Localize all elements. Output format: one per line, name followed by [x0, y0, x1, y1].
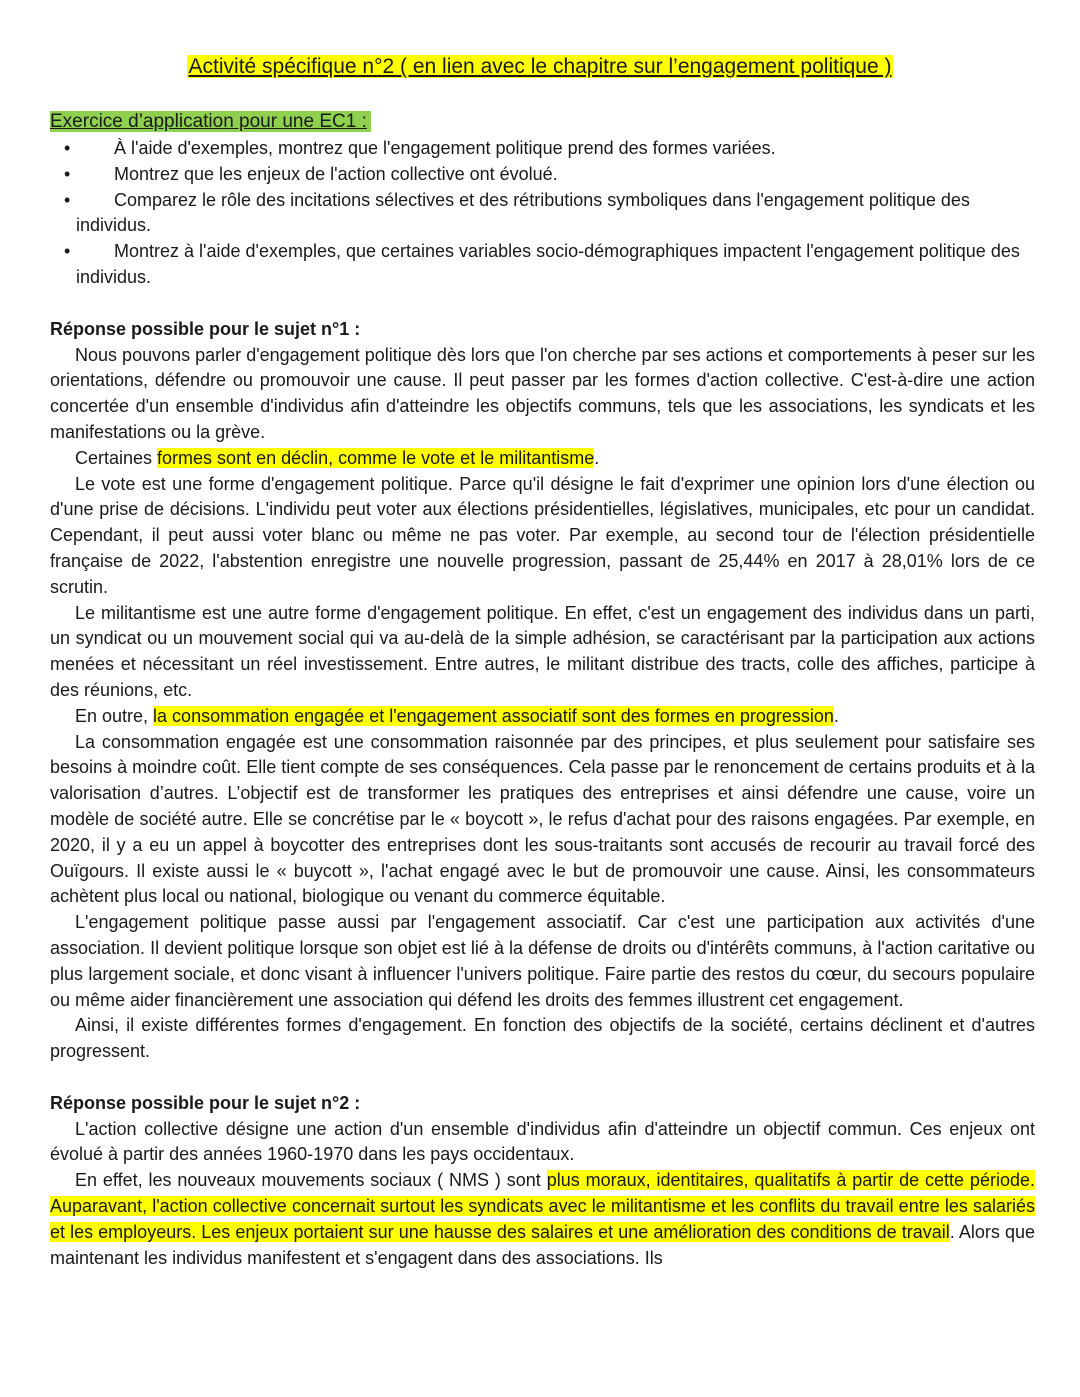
highlighted-text: plus moraux, identitaires, qualitatifs à partir de cette période. Auparavant, l'action collective concernait surtout les syndicats avec le militantisme et les conflits du travail entre les salariés et les employeurs. Les enjeux portaient sur une hausse des salaires et une amélioration des conditions de travail: [50, 1170, 1035, 1242]
answer1-paragraph: [50, 446, 1035, 472]
answer1-heading: Réponse possible pour le sujet n°1 :: [50, 318, 361, 339]
list-item: [50, 188, 1035, 240]
title-text: Activité spécifique n°2 ( en lien avec le chapitre sur l’engagement politique ): [188, 55, 892, 78]
list-item: [50, 162, 1035, 188]
document-title: [0, 53, 1080, 81]
list-item-text: Montrez que les enjeux de l'action collective ont évolué.: [114, 163, 558, 184]
list-item: [50, 136, 1035, 162]
exercise-heading: [50, 109, 371, 135]
text-run: .: [833, 705, 839, 726]
document-body: [50, 136, 1035, 1271]
text-run: En effet, les nouveaux mouvements sociaux ( NMS ) sont: [75, 1170, 547, 1191]
answer1-paragraph: Nous pouvons parler d'engagement politique dès lors que l'on cherche par ses actions et comportements à peser sur les orientations, défendre ou promouvoir une cause. Il peut passer par les formes d'action collective. C'est-à-dire une action concertée d'un ensemble d'individus afin d'atteindre les objectifs communs, tels que les associations, les syndicats et les manifestations ou la grève.: [50, 344, 1035, 442]
list-item-text: Montrez à l'aide d'exemples, que certaines variables socio-démographiques impactent l'engagement politique des individus.: [76, 241, 1020, 287]
answer2-heading: Réponse possible pour le sujet n°2 :: [50, 1092, 361, 1113]
list-item-text: À l'aide d'exemples, montrez que l'engagement politique prend des formes variées.: [114, 138, 776, 158]
answer1-paragraph: L'engagement politique passe aussi par l'engagement associatif. Car c'est une participation aux activités d'une association. Il devient politique lorsque son objet est lié à la défense de droits ou d'intérêts communs, à l'action caritative ou plus largement sociale, et donc visant à influencer l'univers politique. Faire partie des restos du cœur, du secours populaire ou même aider financièrement une association qui défend les droits des femmes illustrent cet engagement.: [50, 912, 1035, 1010]
answer1-paragraph: Ainsi, il existe différentes formes d'engagement. En fonction des objectifs de la société, certains déclinent et d'autres progressent.: [50, 1015, 1035, 1062]
list-item: [50, 239, 1035, 291]
exercise-list: [50, 136, 1035, 291]
text-run: Certaines: [75, 447, 158, 468]
answer2-paragraph: L'action collective désigne une action d'un ensemble d'individus afin d'atteindre un objectif commun. Ces enjeux ont évolué à partir des années 1960-1970 dans les pays occidentaux.: [50, 1118, 1035, 1165]
list-item-text: Comparez le rôle des incitations sélectives et des rétributions symboliques dans l'engagement politique des individus.: [76, 189, 970, 236]
text-run: .: [594, 447, 600, 468]
answer1-paragraph: [50, 704, 1035, 730]
highlighted-text: formes sont en déclin, comme le vote et le militantisme: [157, 447, 595, 468]
text-run: En outre,: [75, 705, 154, 726]
text-run: . Alors que maintenant les individus manifestent et s'engagent dans des associations. Ils: [50, 1221, 1035, 1268]
highlighted-text: la consommation engagée et l'engagement associatif sont des formes en progression: [153, 705, 834, 726]
answer1-paragraph: La consommation engagée est une consommation raisonnée par des principes, et plus seulement pour satisfaire ses besoins à moindre coût. Elle tient compte de ses conséquences. Cela passe par le renoncement de certains produits et à la valorisation d’autres. L’objectif est de transformer les pratiques des entreprises et ainsi défendre une cause, voire un modèle de société autre. Elle se concrétise par le « boycott », le refus d'achat pour des raisons engagées. Par exemple, en 2020, il y a eu un appel à boycotter des entreprises dont les sous-traitants sont accusés de recourir au travail forcé des Ouïgours. Il existe aussi le « buycott », l'achat engagé avec le but de promouvoir une cause. Ainsi, les consommateurs achètent plus local ou national, biologique ou venant du commerce équitable.: [50, 731, 1035, 907]
exercise-heading-text: Exercice d’application pour une EC1 :: [50, 111, 371, 132]
answer1-paragraph: Le militantisme est une autre forme d'engagement politique. En effet, c'est un engagement des individus dans un parti, un syndicat ou un mouvement social qui va au-delà de la simple adhésion, se caractérisant par la participation aux actions menées et nécessitant un réel investissement. Entre autres, le militant distribue des tracts, colle des affiches, participe à des réunions, etc.: [50, 602, 1035, 700]
answer2-paragraph: [50, 1168, 1035, 1271]
answer1-paragraph: Le vote est une forme d'engagement politique. Parce qu'il désigne le fait d'exprimer une opinion lors d'une élection ou d'une prise de décisions. L'individu peut voter aux élections présidentielles, législatives, municipales, etc pour un candidat. Cependant, il peut aussi voter blanc ou même ne pas voter. Par exemple, au second tour de l'élection présidentielle française de 2022, l'abstention enregistre une nouvelle progression, passant de 25,44% en 2017 à 28,01% lors de ce scrutin.: [50, 473, 1035, 597]
